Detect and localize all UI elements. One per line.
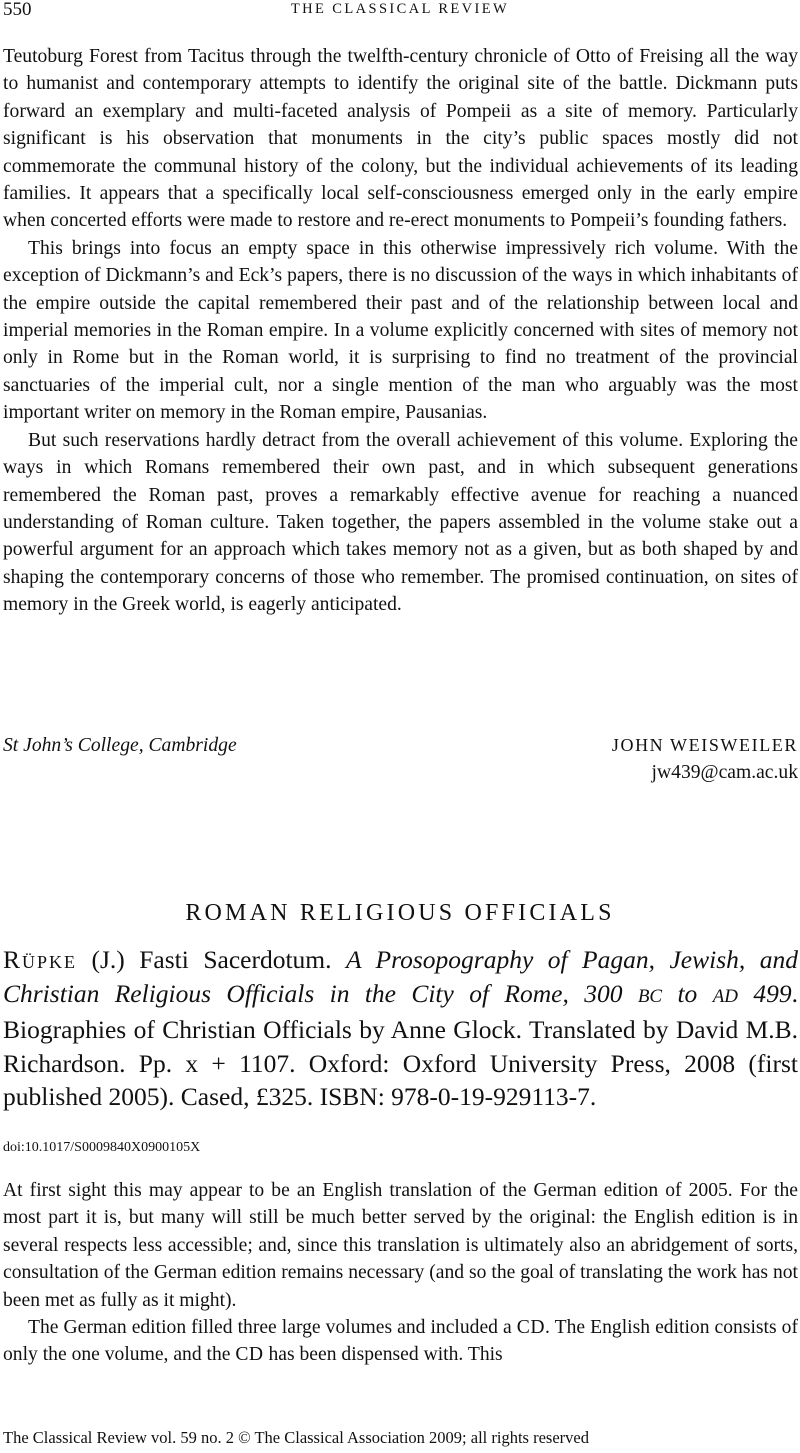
text-run: . The English edition consists of only the one volume, and the xyxy=(3,1317,798,1366)
copyright-footer: The Classical Review vol. 59 no. 2 © The Classical Association 2009; all rights reserved xyxy=(3,1428,589,1447)
reviewer-name: JOHN WEISWEILER xyxy=(611,735,798,755)
era-ad: AD xyxy=(712,985,739,1007)
page-number: 550 xyxy=(3,0,32,20)
title-part: to xyxy=(662,978,713,1008)
paragraph: This brings into focus an empty space in this otherwise impressively rich volume. With the exception of Dickmann’s and Eck’s papers, there is no discussion of the ways in which inhabitants of the empire outside the capital remembered their past and of the relationship between local and imperial memories in the Roman empire. In a volume explicitly concerned with sites of memory not only in Rome but in the Roman world, it is surprising to find no treatment of the provincial sanctuaries of the imperial cult, nor a single mention of the man who arguably was the most important writer on memory in the Roman empire, Pausanias. xyxy=(3,237,798,424)
page-header xyxy=(0,0,800,24)
book-details: . Biographies of Christian Officials by Anne Glock. Translated by David M.B. Richardson. Pp. x + 1107. Oxford: Oxford University Press, 2008 (first published 2005). Cased, £325. ISBN: 978-0-19-929113-7. xyxy=(3,978,799,1111)
paragraph: At first sight this may appear to be an English translation of the German edition of 2005. For the most part it is, but many will still be much better served by the original: the English edition is in several respects less accessible; and, since this translation is ultimately also an abridgement of sorts, consultation of the German edition remains necessary (and so the goal of translating the work has not been met as fully as it might). xyxy=(3,1180,798,1311)
paragraph xyxy=(3,1314,798,1369)
text-run: has been dispensed with. This xyxy=(263,1344,503,1366)
abbrev-cd: CD xyxy=(235,1344,264,1366)
previous-review-body xyxy=(3,43,798,619)
book-author-surname: Rüpke xyxy=(3,945,78,974)
reviewer-email: jw439@cam.ac.uk xyxy=(651,762,798,783)
title-part: 499 xyxy=(738,978,792,1008)
paragraph: But such reservations hardly detract from the overall achievement of this volume. Exploring the ways in which Romans remembered their own past, and in which subsequent generations remembered the Roman past, proves a remarkably effective avenue for reaching a nuanced understanding of Roman culture. Taken together, the papers assembled in the volume stake out a powerful argument for an approach which takes memory not as a given, but as both shaped by and shaping the contemporary concerns of those who remember. The promised continuation, on sites of memory in the Greek world, is eagerly anticipated. xyxy=(3,429,798,616)
abbrev-cd: CD xyxy=(516,1317,546,1339)
new-review-body xyxy=(3,1177,798,1369)
book-german-title: Fasti Sacerdotum. xyxy=(139,945,346,974)
text-run: The German edition filled three large volumes and included a xyxy=(28,1317,517,1339)
era-bc: BC xyxy=(637,985,663,1007)
signature-row xyxy=(3,735,798,763)
paragraph: Teutoburg Forest from Tacitus through the twelfth-century chronicle of Otto of Freising all the way to humanist and contemporary attempts to identify the original site of the battle. Dickmann puts forward an exemplary and multi-faceted analysis of Pompeii as a site of memory. Particularly significant is his observation that monuments in the city’s public spaces mostly did not commemorate the communal history of the colony, but the individual achievements of its leading families. It appears that a specifically local self-consciousness emerged only in the early empire when concerted efforts were made to restore and re-erect monuments to Pompeii’s founding fathers. xyxy=(3,46,798,232)
book-author-initial: (J.) xyxy=(77,945,140,974)
section-title: ROMAN RELIGIOUS OFFICIALS xyxy=(185,900,615,926)
running-head: THE CLASSICAL REVIEW xyxy=(290,1,510,17)
reviewer-affiliation: St John’s College, Cambridge xyxy=(3,735,237,756)
doi-link[interactable]: doi:10.1017/S0009840X0900105X xyxy=(3,1140,201,1155)
book-citation xyxy=(3,943,798,1114)
title-part: A Prosopography of Pagan, Jewish, and Christian Religious Officials in the City of Rome, 300 xyxy=(3,945,798,1008)
